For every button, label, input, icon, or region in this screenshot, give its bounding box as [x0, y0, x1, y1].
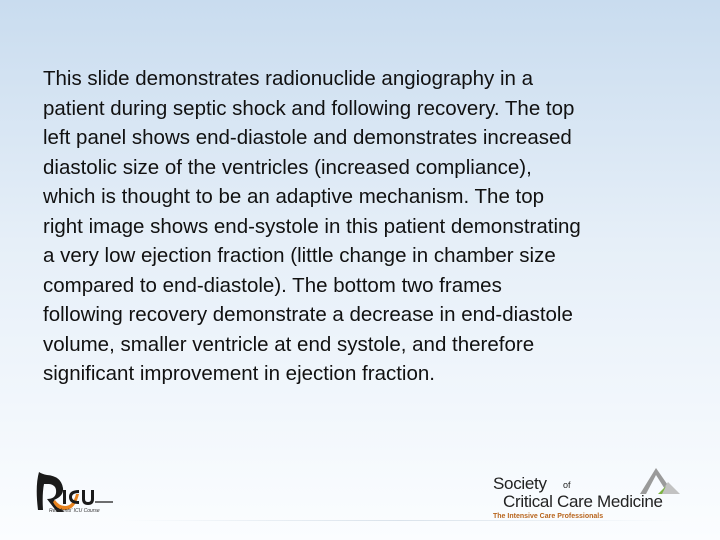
ricu-tagline: Residents' ICU Course — [49, 508, 100, 514]
slide-body-text: This slide demonstrates radionuclide angiography in a patient during septic shock and following recovery. The top left panel shows end-diastole and demonstrates increased diastolic size of the ventricles (increased compliance), which is thought to be an adaptive mechanism. The top right image shows end-systole in this patient demonstrating a very low ejection fraction (little change in chamber size compared to end-diastole). The bottom two frames following recovery demonstrate a decrease in end-diastole volume, smaller ventricle at end systole, and therefore significant improvement in ejection fraction. — [43, 67, 581, 385]
sccm-tagline: The Intensive Care Professionals — [493, 513, 604, 520]
sccm-name-line2: Critical Care Medicine — [503, 492, 663, 511]
sccm-name-line1: Society — [493, 474, 547, 493]
sccm-name-of: of — [563, 480, 571, 490]
